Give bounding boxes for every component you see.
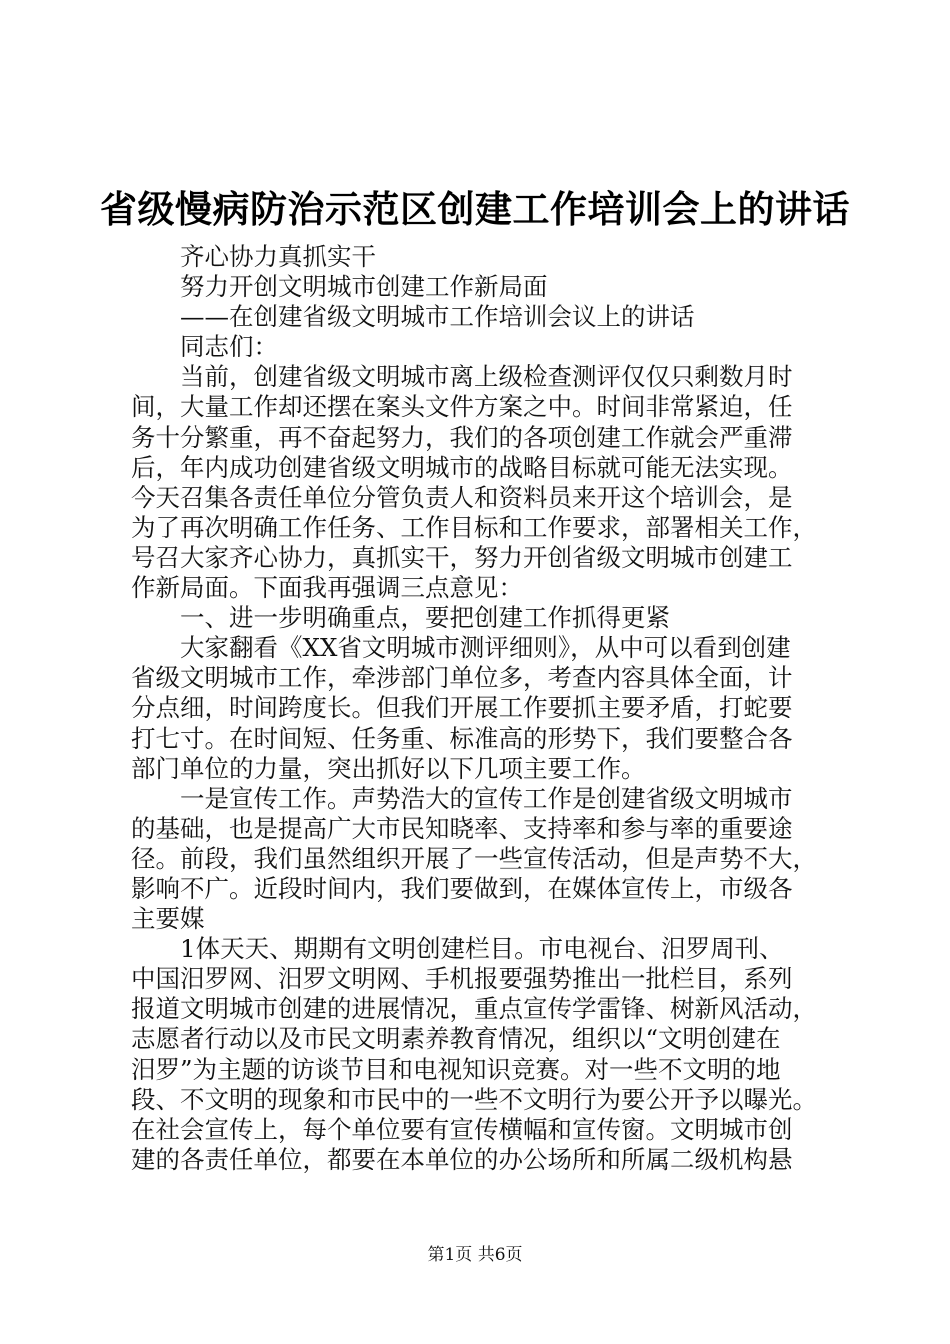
body-line: 务十分繁重，再不奋起努力，我们的各项创建工作就会严重滞	[131, 422, 793, 452]
body-line: 径。前段，我们虽然组织开展了一些宣传活动，但是声势不大，	[131, 843, 817, 873]
body-line: 为了再次明确工作任务、工作目标和工作要求，部署相关工作，	[131, 512, 817, 542]
body-line: 后，年内成功创建省级文明城市的战略目标就可能无法实现。	[131, 452, 793, 482]
body-line: 努力开创文明城市创建工作新局面	[180, 272, 548, 302]
body-line: 报道文明城市创建的进展情况，重点宣传学雷锋、树新风活动，	[131, 994, 817, 1024]
body-line: 的基础，也是提高广大市民知晓率、支持率和参与率的重要途	[131, 813, 793, 843]
body-line: 一是宣传工作。声势浩大的宣传工作是创建省级文明城市	[180, 783, 793, 813]
body-line: 一、进一步明确重点，要把创建工作抓得更紧	[180, 603, 670, 633]
body-line: 1体天天、期期有文明创建栏目。市电视台、汨罗周刊、	[180, 934, 784, 964]
body-line: 今天召集各责任单位分管负责人和资料员来开这个培训会，是	[131, 482, 793, 512]
body-line: 在社会宣传上，每个单位要有宣传横幅和宣传窗。文明城市创	[131, 1114, 793, 1144]
body-line: 主要媒	[131, 904, 205, 934]
body-line: 汨罗”为主题的访谈节目和电视知识竞赛。对一些不文明的地	[131, 1054, 781, 1084]
body-line: 号召大家齐心协力，真抓实干，努力开创省级文明城市创建工	[131, 542, 793, 572]
body-line: 志愿者行动以及市民文明素养教育情况，组织以“文明创建在	[131, 1024, 781, 1054]
body-line: 分点细，时间跨度长。但我们开展工作要抓主要矛盾，打蛇要	[131, 693, 793, 723]
body-line: ——在创建省级文明城市工作培训会议上的讲话	[180, 302, 695, 332]
body-line: 部门单位的力量，突出抓好以下几项主要工作。	[131, 753, 646, 783]
document-body	[131, 242, 831, 1175]
body-line: 间，大量工作却还摆在案头文件方案之中。时间非常紧迫，任	[131, 392, 793, 422]
body-line: 建的各责任单位，都要在本单位的办公场所和所属二级机构悬	[131, 1144, 793, 1174]
body-line: 作新局面。下面我再强调三点意见：	[131, 573, 523, 603]
body-line: 同志们：	[180, 332, 278, 362]
body-line: 大家翻看《XX省文明城市测评细则》，从中可以看到创建	[180, 633, 791, 663]
body-line: 中国汨罗网、汨罗文明网、手机报要强势推出一批栏目，系列	[131, 964, 793, 994]
body-line: 影响不广。近段时间内，我们要做到，在媒体宣传上，市级各	[131, 873, 793, 903]
body-line: 齐心协力真抓实干	[180, 242, 376, 271]
body-line: 打七寸。在时间短、任务重、标准高的形势下，我们要整合各	[131, 723, 793, 753]
document-title: 省级慢病防治示范区创建工作培训会上的讲话	[100, 188, 850, 231]
body-line: 当前，创建省级文明城市离上级检查测评仅仅只剩数月时	[180, 362, 793, 392]
body-line: 省级文明城市工作，牵涉部门单位多，考查内容具体全面，计	[131, 663, 793, 693]
body-line: 段、不文明的现象和市民中的一些不文明行为要公开予以曝光。	[131, 1084, 817, 1114]
page-number-footer: 第1页 共6页	[427, 1245, 523, 1265]
